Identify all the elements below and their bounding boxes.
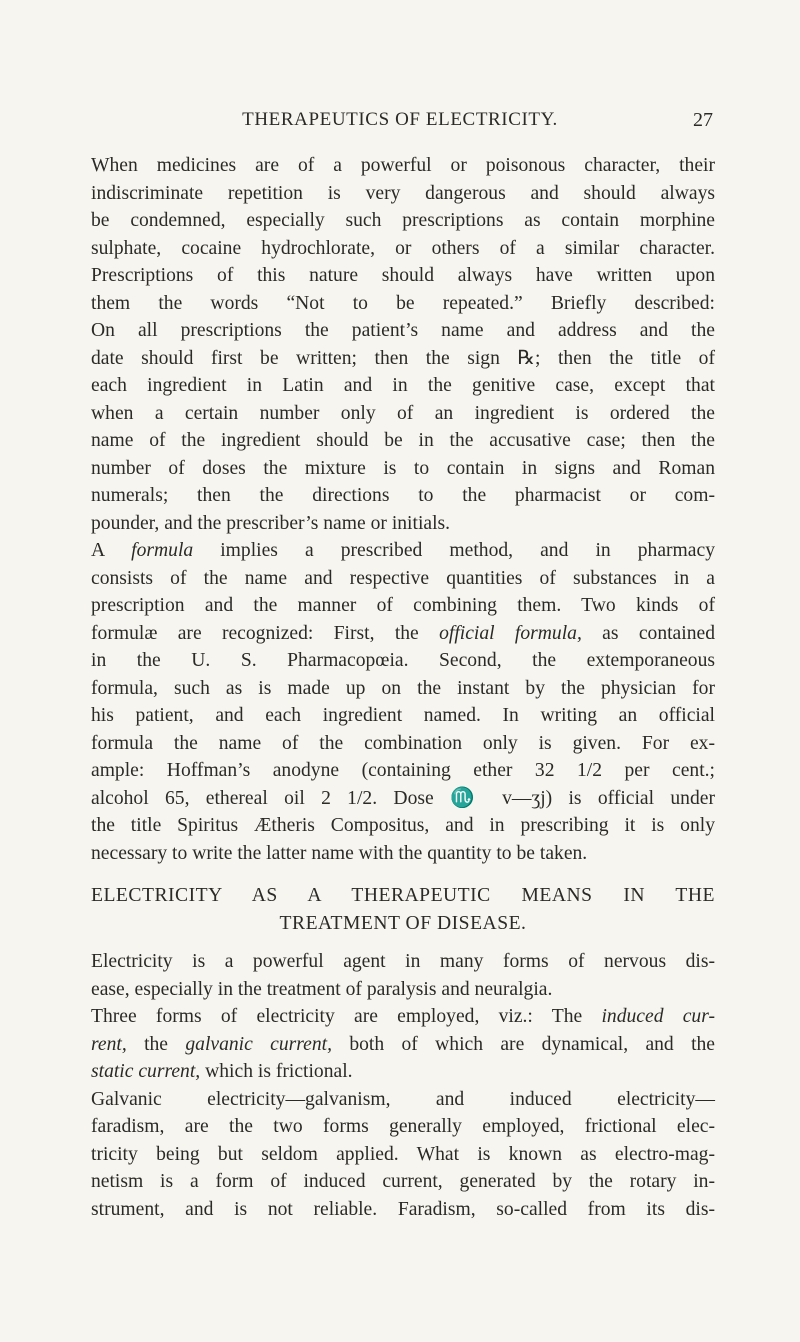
spacer <box>91 937 715 948</box>
text-line: date should first be written; then the sign ℞; then the title of <box>91 347 715 369</box>
text-line <box>91 1031 715 1059</box>
text-line: his patient, and each ingredient named. In writing an official <box>91 705 715 726</box>
text-line: be condemned, especially such prescriptions as contain morphine <box>91 210 715 231</box>
text-run: formulæ are recognized: First, the <box>91 622 440 644</box>
text-line: them the words “Not to be repeated.” Briefly described: <box>91 292 715 314</box>
emphasis-galvanic-current: galvanic current, <box>185 1033 332 1055</box>
section-heading <box>91 882 715 937</box>
text-line: numerals; then the directions to the pharmacist or com- <box>91 485 715 506</box>
text-line: formula the name of the combination only is given. For ex- <box>91 732 715 754</box>
text-line: prescription and the manner of combining them. Two kinds of <box>91 595 715 616</box>
text-line: strument, and is not reliable. Faradism, so-called from its dis- <box>91 1198 715 1220</box>
text-line: indiscriminate repetition is very dangerous and should always <box>91 182 715 204</box>
text-run: which is frictional. <box>200 1061 353 1082</box>
text-line <box>91 1058 715 1086</box>
text-line: sulphate, cocaine hydrochlorate, or others of a similar character. <box>91 237 715 259</box>
text-line <box>91 620 715 648</box>
text-run: both of which are dynamical, and the <box>332 1033 716 1055</box>
emphasis-induced-current: induced cur- <box>601 1006 715 1027</box>
text-line: faradism, are the two forms generally employed, frictional elec- <box>91 1116 715 1137</box>
text-run: the <box>126 1033 186 1055</box>
text-line: consists of the name and respective quantities of substances in a <box>91 567 715 589</box>
text-line: ample: Hoffman’s anodyne (containing ether 32 1/2 per cent.; <box>91 760 715 781</box>
text-line: the title Spiritus Ætheris Compositus, and in prescribing it is only <box>91 815 715 836</box>
page-body <box>91 152 715 1223</box>
emphasis-official-formula: official formula, <box>439 622 582 644</box>
text-line: ease, especially in the treatment of paralysis and neuralgia. <box>91 978 553 1000</box>
running-title: THERAPEUTICS OF ELECTRICITY. <box>242 109 558 130</box>
text-line: netism is a form of induced current, generated by the rotary in- <box>91 1171 715 1192</box>
paragraph-prescriptions <box>91 152 715 537</box>
text-line: number of doses the mixture is to contain in signs and Roman <box>91 457 715 479</box>
text-run: Three forms of electricity are employed, viz.: The <box>91 1006 602 1027</box>
text-line: When medicines are of a powerful or poisonous character, their <box>91 155 715 176</box>
paragraph-galvanic <box>91 1086 715 1224</box>
text-line: Prescriptions of this nature should always have written upon <box>91 265 715 286</box>
text-line: each ingredient in Latin and in the genitive case, except that <box>91 375 715 396</box>
text-line: Galvanic electricity—galvanism, and induced electricity— <box>91 1088 715 1110</box>
text-line: On all prescriptions the patient’s name and address and the <box>91 320 715 341</box>
paragraph-forms <box>91 1003 715 1086</box>
text-run: implies a prescribed method, and in pharmacy <box>193 540 715 561</box>
text-line: formula, such as is made up on the instant by the physician for <box>91 677 715 699</box>
text-line <box>91 537 715 565</box>
paragraph-formula <box>91 537 715 867</box>
text-line: alcohol 65, ethereal oil 2 1/2. Dose ♏ v—ʒj) is official under <box>91 787 715 809</box>
section-heading-line: ELECTRICITY AS A THERAPEUTIC MEANS IN THE <box>91 885 715 906</box>
paragraph-electricity <box>91 948 715 1003</box>
section-heading-line: TREATMENT OF DISEASE. <box>279 912 527 934</box>
text-line: necessary to write the latter name with the quantity to be taken. <box>91 842 588 864</box>
page-number: 27 <box>693 109 713 131</box>
text-line: tricity being but seldom applied. What is known as electro-mag- <box>91 1143 715 1165</box>
text-run: A <box>91 540 132 561</box>
emphasis-formula: formula <box>131 540 194 561</box>
text-line: pounder, and the prescriber’s name or initials. <box>91 512 451 534</box>
emphasis-static-current: static current, <box>91 1061 201 1082</box>
text-line: when a certain number only of an ingredient is ordered the <box>91 402 715 424</box>
text-line: Electricity is a powerful agent in many forms of nervous dis- <box>91 951 715 972</box>
text-line: in the U. S. Pharmacopœia. Second, the extemporaneous <box>91 650 715 671</box>
text-line <box>91 1003 715 1031</box>
text-run: as contained <box>581 622 715 644</box>
emphasis-induced-current: rent, <box>91 1033 127 1055</box>
running-head <box>0 109 800 139</box>
text-line: name of the ingredient should be in the accusative case; then the <box>91 430 715 451</box>
